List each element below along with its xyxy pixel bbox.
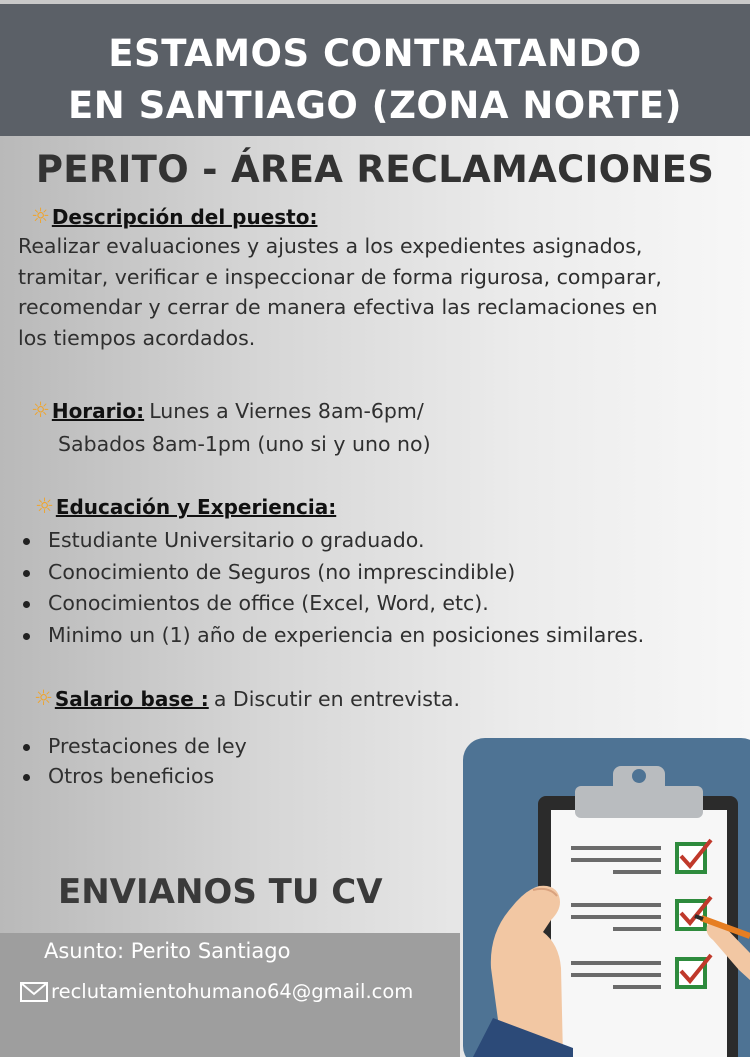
list-item: Conocimientos de office (Excel, Word, etc). <box>18 588 644 620</box>
email-row <box>20 980 413 1003</box>
email-address[interactable]: reclutamientohumano64@gmail.com <box>51 980 414 1003</box>
schedule-line-1: Lunes a Viernes 8am-6pm/ <box>149 399 424 423</box>
sun-icon: ☼ <box>31 398 50 422</box>
schedule-heading: Horario: <box>51 399 145 423</box>
education-list <box>18 525 644 651</box>
send-cv-heading: ENVIANOS TU CV <box>58 872 383 912</box>
sun-icon: ☼ <box>34 686 53 710</box>
header-line-1: ESTAMOS CONTRATANDO <box>108 32 642 75</box>
header-line-2: EN SANTIAGO (ZONA NORTE) <box>67 84 683 127</box>
education-heading-row <box>35 494 336 519</box>
description-line: tramitar, verificar e inspeccionar de forma rigurosa, comparar, <box>18 264 662 289</box>
salary-value: a Discutir en entrevista. <box>213 687 461 711</box>
description-heading: Descripción del puesto: <box>51 205 318 229</box>
list-item: Otros beneficios <box>18 761 247 791</box>
description-line: los tiempos acordados. <box>18 325 256 350</box>
mail-icon <box>20 982 48 1002</box>
description-text <box>18 231 743 353</box>
list-item: Estudiante Universitario o graduado. <box>18 525 644 557</box>
description-heading-row <box>31 204 317 229</box>
description-line: recomendar y cerrar de manera efectiva las reclamaciones en <box>18 295 658 319</box>
education-heading: Educación y Experiencia: <box>55 495 337 519</box>
benefits-list <box>18 731 247 791</box>
list-item: Conocimiento de Seguros (no imprescindible) <box>18 557 644 589</box>
salary-heading: Salario base : <box>54 687 209 711</box>
email-subject: Asunto: Perito Santiago <box>44 939 291 963</box>
clipboard-checklist-icon <box>463 718 750 1057</box>
list-item: Minimo un (1) año de experiencia en posiciones similares. <box>18 620 644 652</box>
sun-icon: ☼ <box>35 494 54 518</box>
job-title: PERITO - ÁREA RECLAMACIONES <box>35 148 715 191</box>
sun-icon: ☼ <box>31 204 50 228</box>
description-line: Realizar evaluaciones y ajustes a los expedientes asignados, <box>18 234 643 258</box>
schedule-line-2: Sabados 8am-1pm (uno si y uno no) <box>58 432 431 456</box>
salary-row <box>34 686 460 711</box>
header-banner <box>0 4 750 136</box>
list-item: Prestaciones de ley <box>18 731 247 761</box>
schedule-row <box>31 398 424 423</box>
